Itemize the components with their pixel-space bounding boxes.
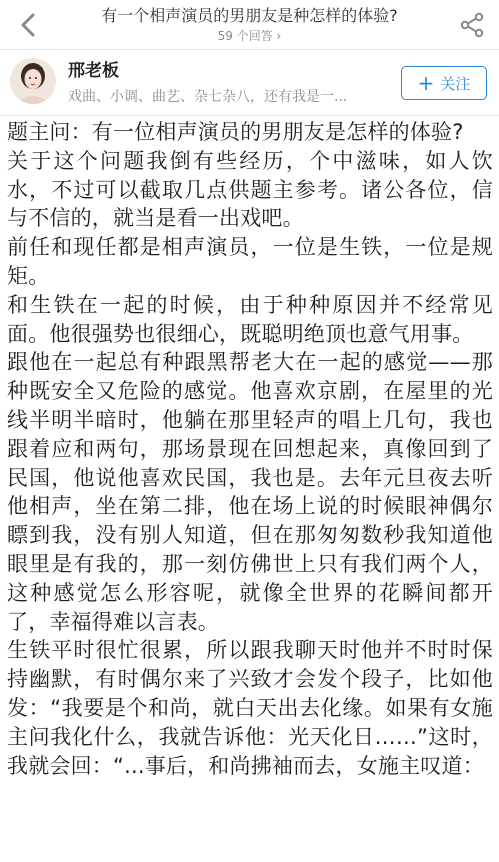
answer-paragraph: 题主问：有一位相声演员的男朋友是怎样的体验? — [7, 120, 464, 144]
share-icon[interactable] — [457, 10, 487, 40]
answer-paragraph: 生铁平时很忙很累，所以跟我聊天时他并不时时保持幽默，有时偶尔来了兴致才会发个段子，比如他发：“我要是个和尚，就白天出去化缘。如果有女施主问我化什么，我就告诉他：光天化日……”这时，我就会回：“...事后，和尚拂袖而去，女施主叹道： — [7, 638, 493, 778]
top-bar — [0, 0, 499, 50]
answer-count[interactable]: 59 个回答 › — [217, 29, 282, 43]
answer-content — [7, 118, 493, 780]
answer-paragraph: 跟他在一起总有种跟黑帮老大在一起的感觉——那种既安全又危险的感觉。他喜欢京剧，在屋里的光线半明半暗时，他躺在那里轻声的唱上几句，我也跟着应和两句，那场景现在回想起来，真像回到了民国，他说他喜欢民国，我也是。去年元旦夜去听他相声，坐在第二排，他在场上说的时候眼神偶尔瞟到我，没有别人知道，但在那匆匆数秒我知道他眼里是有我的，那一刻仿佛世上只有我们两个人，这种感觉怎么形容呢，就像全世界的花瞬间都开了，幸福得难以言表。 — [7, 350, 493, 634]
author-name[interactable]: 邢老板 — [68, 61, 119, 81]
plus-icon: + — [417, 71, 435, 95]
follow-label: 关注 — [440, 74, 471, 93]
author-bio: 戏曲、小调、曲艺、杂七杂八，还有我是一... — [68, 89, 348, 105]
user-avatar[interactable] — [10, 58, 56, 104]
answer-paragraph: 和生铁在一起的时候，由于种种原因并不经常见面。他很强势也很细心，既聪明绝顶也意气用事。 — [7, 292, 493, 346]
answer-paragraph: 关于这个问题我倒有些经历，个中滋味，如人饮水，不过可以截取几点供题主参考。诸公各位，信与不信的，就当是看一出戏吧。 — [7, 148, 493, 231]
follow-button[interactable] — [401, 66, 487, 100]
answer-paragraph: 前任和现任都是相声演员，一位是生铁，一位是规矩。 — [7, 235, 493, 288]
question-title[interactable]: 有一个相声演员的男朋友是种怎样的体验? — [101, 6, 398, 25]
author-bar — [0, 50, 499, 116]
